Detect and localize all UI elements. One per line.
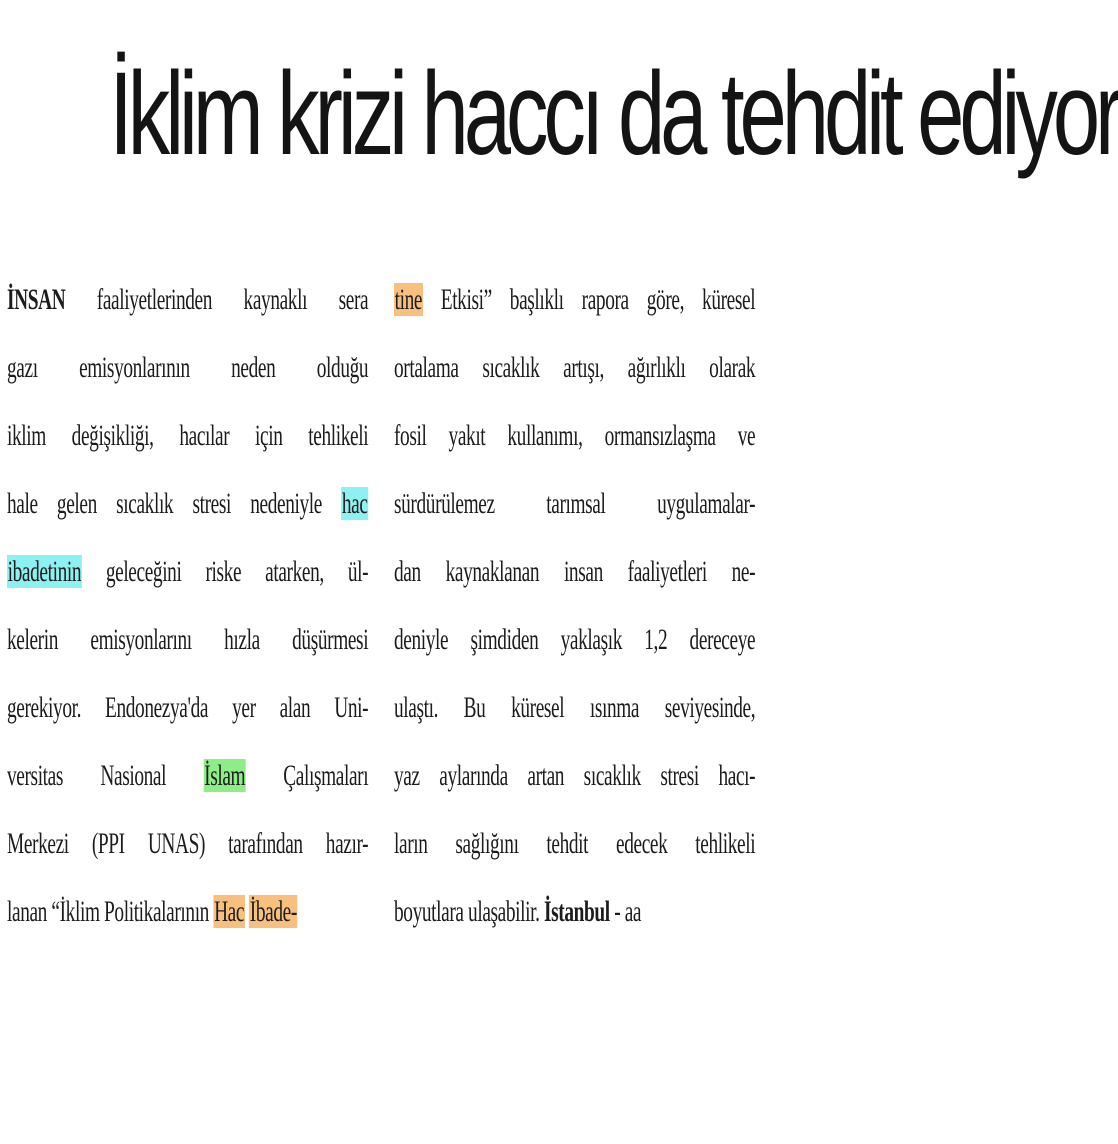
text-segment: lanan “İklim Politikalarının <box>7 895 214 928</box>
text-line <box>7 334 369 402</box>
text-line <box>394 538 756 606</box>
text-segment: gazı emisyonlarının neden olduğu <box>7 351 369 384</box>
highlighted-text: Hac <box>214 895 245 928</box>
bold-text: İNSAN <box>7 283 66 316</box>
text-line <box>7 266 369 334</box>
text-line <box>7 810 369 878</box>
highlighted-text: İbade- <box>249 895 297 928</box>
text-segment: yaz aylarında artan sıcaklık stresi hacı- <box>394 759 756 792</box>
text-segment: Çalışmaları <box>245 759 369 792</box>
text-line <box>394 606 756 674</box>
text-line <box>394 810 756 878</box>
text-line <box>394 470 756 538</box>
text-line <box>7 742 369 810</box>
text-line <box>394 742 756 810</box>
text-line <box>394 334 756 402</box>
text-line <box>394 266 756 334</box>
highlighted-text: tine <box>394 283 423 316</box>
text-segment: Merkezi (PPI UNAS) tarafından hazır- <box>7 827 369 860</box>
text-segment: deniyle şimdiden yaklaşık 1,2 dereceye <box>394 623 756 656</box>
text-segment: ların sağlığını tehdit edecek tehlikeli <box>394 827 756 860</box>
text-segment: - aa <box>609 895 642 928</box>
headline: İklim krizi haccı da tehdit ediyor <box>109 48 1118 180</box>
highlighted-text: ibadetinin <box>7 555 82 588</box>
text-segment: kelerin emisyonlarını hızla düşürmesi <box>7 623 369 656</box>
text-segment: sürdürülemez tarımsal uygulamalar- <box>394 487 756 520</box>
article-column-left <box>7 266 369 946</box>
text-segment: Etkisi” başlıklı rapora göre, küresel <box>422 283 756 316</box>
bold-text: İstanbul <box>544 895 610 928</box>
highlighted-text: İslam <box>204 759 246 792</box>
text-segment: gerekiyor. Endonezya'da yer alan Uni- <box>7 691 369 724</box>
text-line <box>7 402 369 470</box>
text-line <box>7 606 369 674</box>
text-line <box>7 538 369 606</box>
text-segment: versitas Nasional <box>7 759 204 792</box>
text-segment: faaliyetlerinden kaynaklı sera <box>65 283 369 316</box>
text-line <box>394 674 756 742</box>
text-line <box>394 402 756 470</box>
highlighted-text: hac <box>341 487 368 520</box>
text-segment: boyutlara ulaşabilir. <box>394 895 545 928</box>
text-segment: ortalama sıcaklık artışı, ağırlıklı olarak <box>394 351 756 384</box>
text-segment: hale gelen sıcaklık stresi nedeniyle <box>7 487 342 520</box>
text-line <box>394 878 756 946</box>
article-column-right <box>394 266 756 946</box>
text-segment: iklim değişikliği, hacılar için tehlikeli <box>7 419 369 452</box>
text-segment: geleceğini riske atarken, ül- <box>81 555 369 588</box>
text-segment: ulaştı. Bu küresel ısınma seviyesinde, <box>394 691 756 724</box>
text-line <box>7 878 369 946</box>
text-line <box>7 470 369 538</box>
text-segment: dan kaynaklanan insan faaliyetleri ne- <box>394 555 756 588</box>
text-segment: fosil yakıt kullanımı, ormansızlaşma ve <box>394 419 756 452</box>
text-line <box>7 674 369 742</box>
